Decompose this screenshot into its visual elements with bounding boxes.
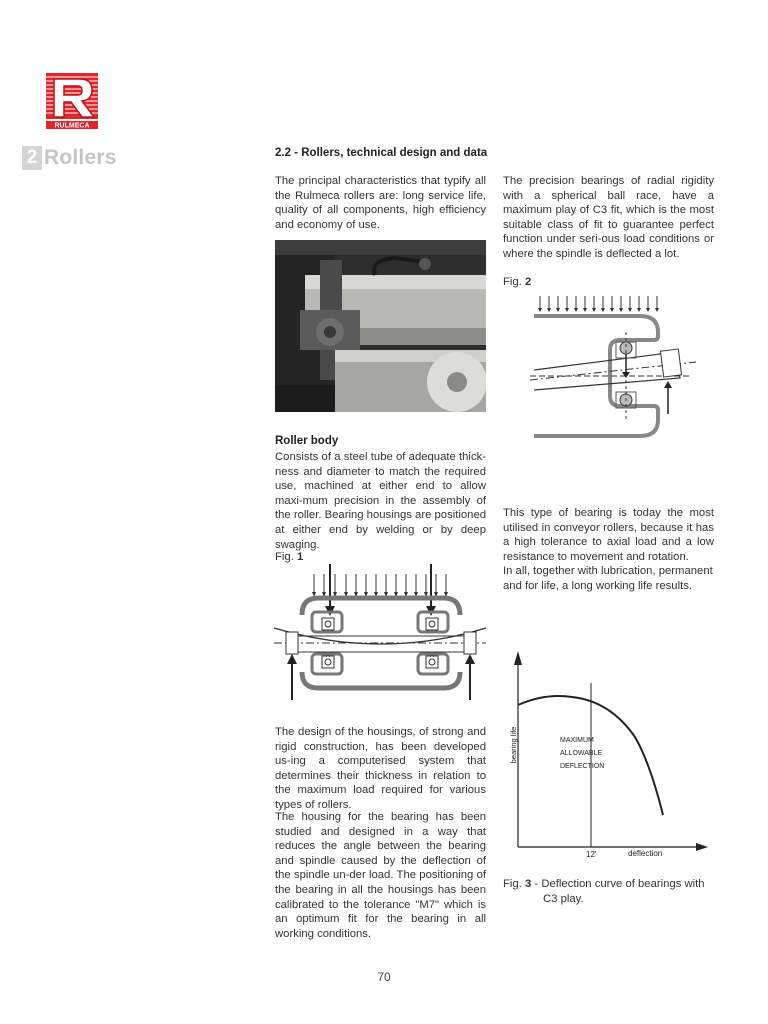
tick-label: 12' [586,850,597,859]
fig3-deflection-chart [500,645,712,865]
section-title: Rollers [44,146,117,169]
rulmeca-logo [46,73,98,129]
y-axis-label: bearing life [509,726,518,764]
section-number: 2 [22,146,42,170]
housing-design-paragraph: The design of the housings, of strong and rigid construction, has been developed us-ing a computerised system that determines their thickness in relation to the maximum load required for various types of rollers. [275,726,486,811]
precision-bearings-paragraph: The precision bearings of radial rigidity with a spherical ball race, have a maximum play of C3 fit, which is the most suitable class of fit to guarantee perfect function under seri-ous load conditions or where the spindle is deflected a lot. [503,175,714,260]
bearing-life-paragraph: In all, together with lubrication, permanent and for life, a long working life results. [503,565,713,592]
bearing-type-paragraph: This type of bearing is today the most utilised in conveyor rollers, because it has a high tolerance to axial load and a low resistance to movement and rotation. [503,507,714,563]
section-heading [22,146,117,170]
fig1-roller-diagram [272,560,492,705]
fig3-caption [503,877,723,906]
fig3-caption-line2: C3 play. [543,892,584,905]
fig2-bearing-diagram [530,292,700,442]
roller-body-title: Roller body [275,435,339,447]
fig3-caption-line1: - Deflection curve of bearings with [531,878,705,890]
x-axis-label: deflection [628,849,663,858]
fig3-prefix: Fig. [503,878,525,890]
logo-wordmark: RULMECA [54,122,90,129]
annotation-line-1: MAXIMUM [560,737,594,744]
x-axis-arrow [696,843,708,851]
intro-paragraph: The principal characteristics that typify all the Rulmeca rollers are: long service life, quality of all components, high efficiency and economy of use. [275,175,486,231]
page-number: 70 [377,970,391,984]
roller-body-paragraph: Consists of a steel tube of adequate thick-ness and diameter to match the required use, machined at either end to allow maxi-mum precision in the assembly of the roller. Bearing housings are positioned at either end by welding or by deep swaging. [275,451,487,551]
y-axis-arrow [514,651,522,665]
annotation-line-2: ALLOWABLE [560,750,603,757]
roller-photo [275,240,486,412]
housing-bearing-paragraph: The housing for the bearing has been studied and designed in a way that reduces the angle between the bearing and spindle caused by the deflection of the spindle un-der load. The positioning of the bearing in all the housings has been calibrated to the tolerance "M7" which is an optimum fit for the bearing in all working conditions. [275,811,486,940]
fig1-number: 1 [296,551,304,563]
annotation-line-3: DEFLECTION [560,763,605,770]
fig1-prefix: Fig. [275,551,297,563]
fig2-label [503,276,531,288]
fig2-number: 2 [524,276,532,288]
fig3-number: 3 [524,878,532,890]
page-heading: 2.2 - Rollers, technical design and data [275,147,488,159]
fig2-prefix: Fig. [503,276,525,288]
